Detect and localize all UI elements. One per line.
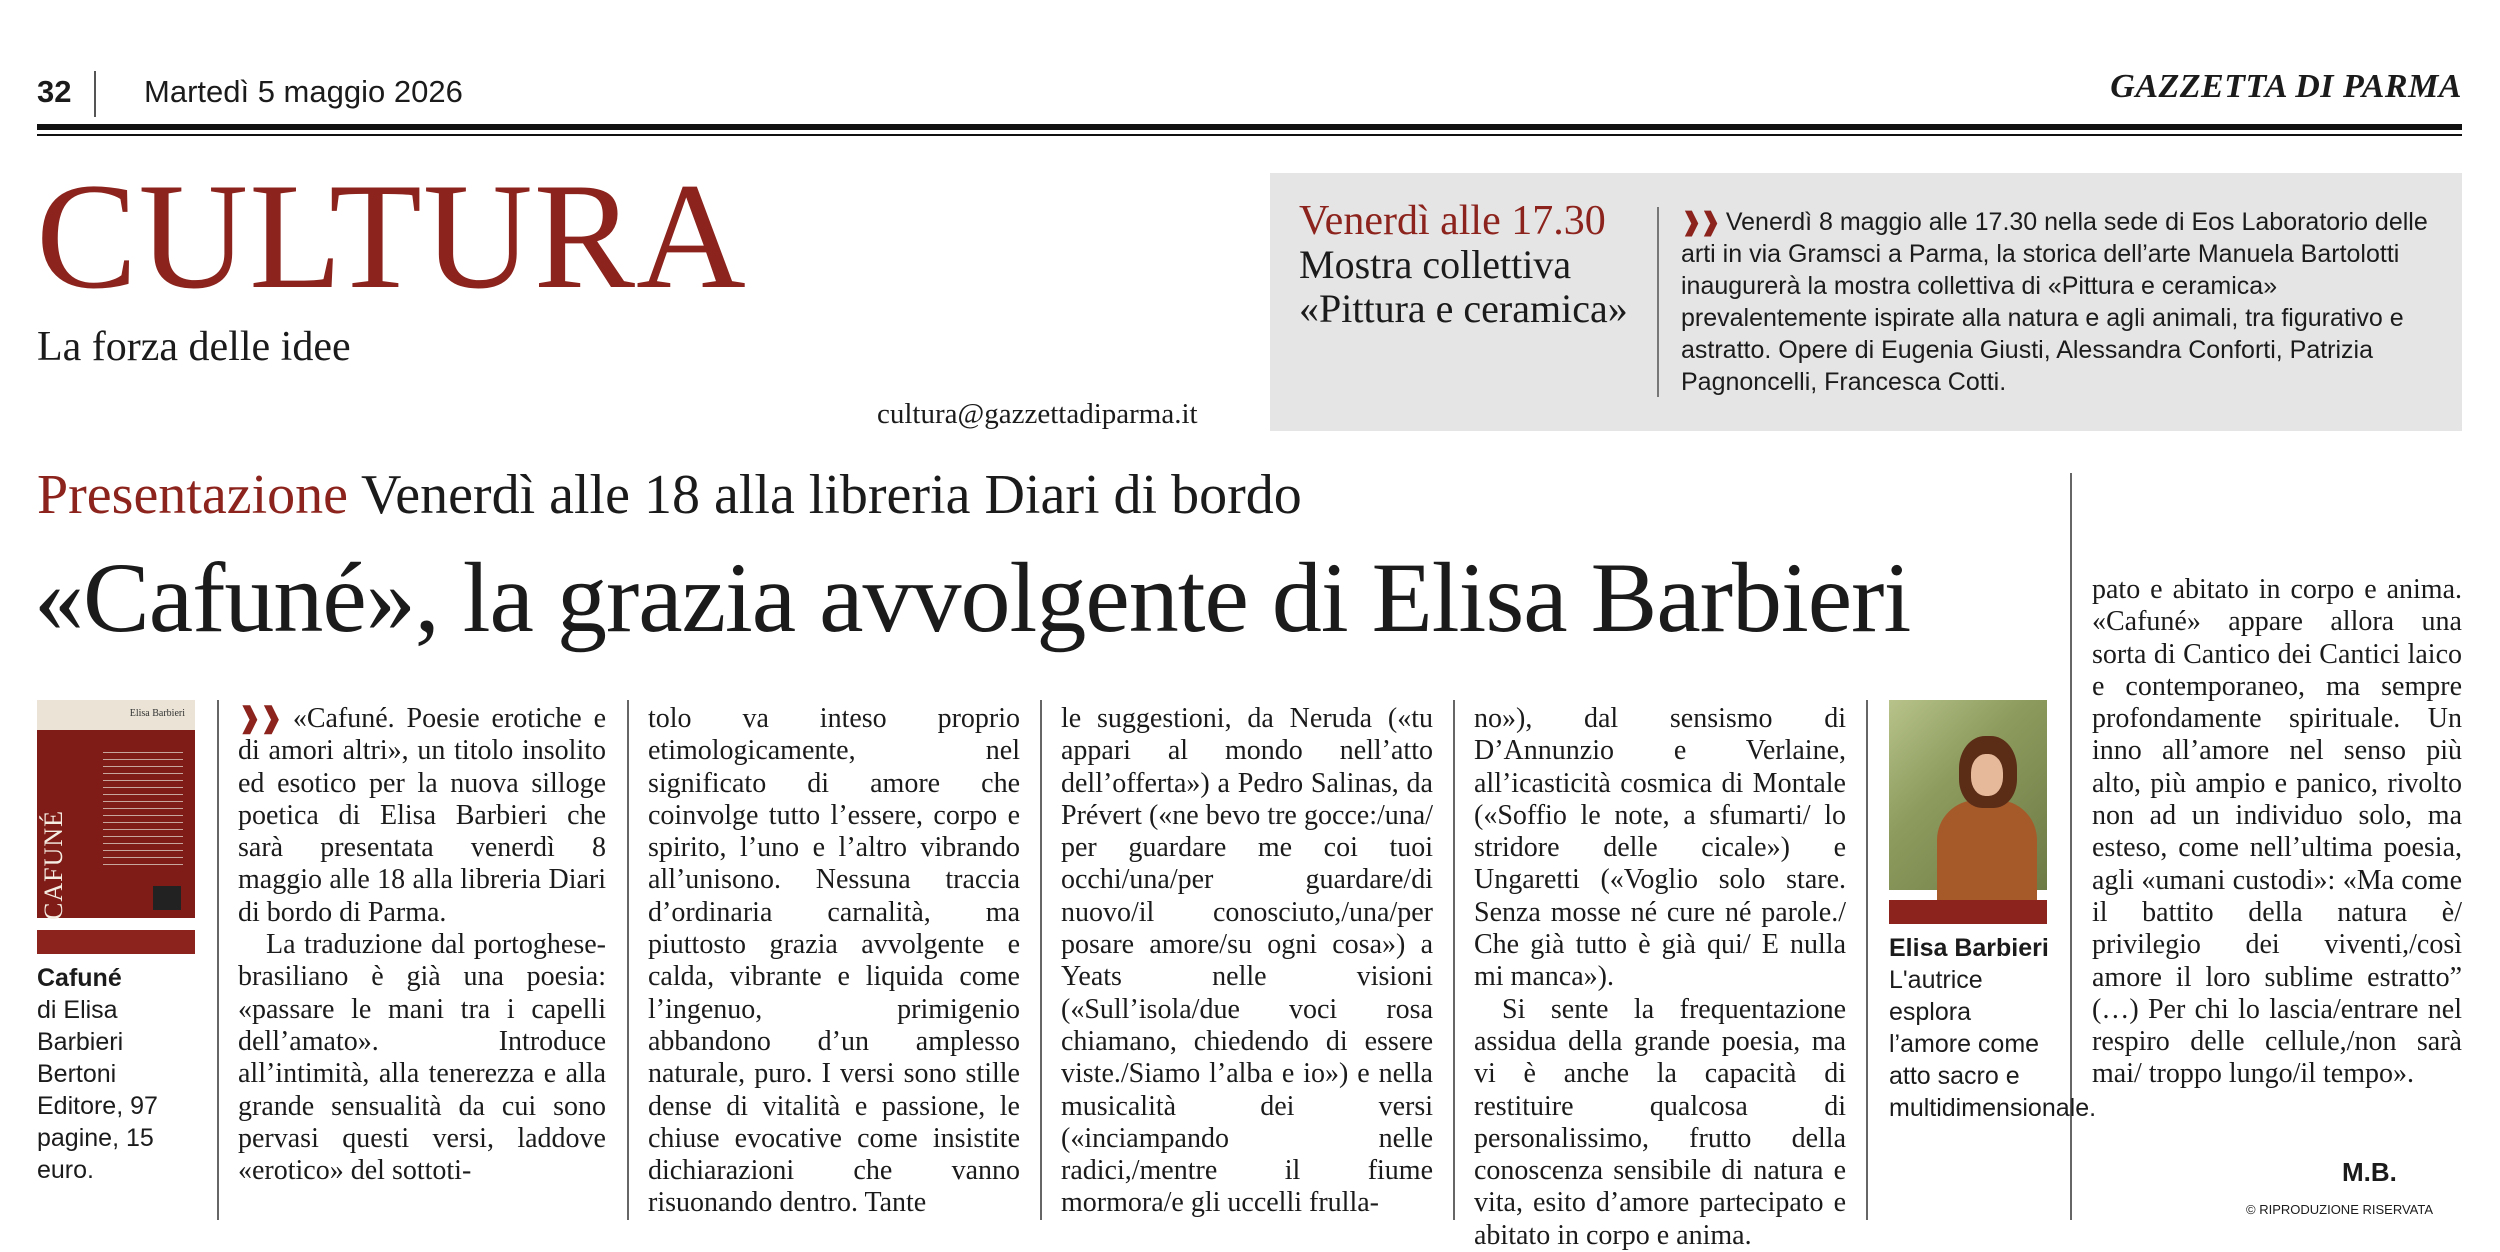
paragraph: le suggestioni, da Neruda («tu appari al mondo nell’atto dell’offerta») a Pedro Salinas, da Prévert («ne bevo tre gocce:/una/ per guardare me coi tuoi occhi/una/per guardare/di nuovo/il conosciuto,/una/per posare amore/su ogni cosa») a Yeats nelle visioni («Sull’isola/due voci rosa chiamano, chiedendo di essere viste./Siamo l’alba e io») e nella musicalità dei versi («inciampando nelle radici,/mentre il fiume mormora/e gli uccelli frulla- <box>1061 703 1433 1219</box>
article-column-1 <box>238 703 606 1187</box>
book-caption-bar <box>37 930 195 954</box>
author-caption-text: L'autrice esplora l’amore come atto sacro e multidimensionale. <box>1889 966 2097 1122</box>
kicker-label: Presentazione <box>37 464 348 526</box>
event-when: Venerdì alle 17.30 <box>1299 198 1606 244</box>
article-signature: M.B. <box>2342 1157 2397 1187</box>
event-body: Venerdì 8 maggio alle 17.30 nella sede di Eos Laboratorio delle arti in via Gramsci a Parma, la storica dell’arte Manuela Bartolotti inaugurerà la mostra collettiva di «Pittura e ceramica» prevalentemente ispirate alla natura e agli animali, tra figurativo e astratto. Opere di Eugenia Giusti, Alessandra Conforti, Patrizia Pagnoncelli, Francesca Cotti. <box>1681 208 2428 396</box>
column-separator <box>217 700 219 1220</box>
newspaper-masthead: GAZZETTA DI PARMA <box>2110 68 2462 105</box>
article-column-3 <box>1061 703 1433 1220</box>
page-header <box>37 66 2462 126</box>
kicker-text: Venerdì alle 18 alla libreria Diari di bordo <box>360 464 1302 526</box>
paragraph: tolo va inteso proprio etimologicamente, nel significato di amore che coinvolge tutto l’essere, corpo e spirito, l’uno e l’altro vibrando all’unisono. Nessuna traccia d’ordinaria carnalità, ma piuttosto grazia avvolgente e calda, vibrante e liquida come l’ingenuo, primigenio abbandono d’un amplesso naturale, puro. I versi sono stille dense di vitalità e passione, le chiuse evocative come insistite dichiarazioni che vanno risuonando dentro. Tante <box>648 703 1020 1219</box>
column-separator <box>627 700 629 1220</box>
header-rule-thin <box>37 134 2462 136</box>
issue-date: Martedì 5 maggio 2026 <box>144 74 463 109</box>
quote-marker-icon: ❱❱ <box>238 703 281 734</box>
book-cover-image <box>37 700 195 921</box>
page-number: 32 <box>37 74 72 109</box>
quote-marker-icon: ❱❱ <box>1681 208 1719 236</box>
author-caption <box>1889 932 2097 1124</box>
article-column-2 <box>648 703 1020 1220</box>
cover-text-lines <box>103 746 183 866</box>
book-caption <box>37 962 207 1186</box>
paragraph <box>238 703 606 929</box>
author-name: Elisa Barbieri <box>1889 934 2049 962</box>
publisher-logo-icon <box>153 886 181 910</box>
article-column-4 <box>1474 703 1846 1251</box>
header-separator <box>94 71 96 117</box>
paragraph: Si sente la frequentazione assidua della grande poesia, ma vi è anche la capacità di restituire qualcosa di personalissimo, frutto della conoscenza sensibile di natura e vita, esito d’amore partecipato e abitato in corpo e anima. <box>1474 993 1846 1251</box>
copyright-notice: © RIPRODUZIONE RISERVATA <box>2246 1202 2434 1217</box>
cover-author: Elisa Barbieri <box>129 708 185 719</box>
event-text <box>1681 206 2441 398</box>
event-box <box>1270 173 2462 431</box>
article-headline: «Cafuné», la grazia avvolgente di Elisa Barbieri <box>34 542 1911 653</box>
cover-title: CAFUNÉ <box>39 809 69 921</box>
column-separator <box>1040 700 1042 1220</box>
column-separator <box>1866 700 1868 1220</box>
section-subtitle: La forza delle idee <box>37 324 351 370</box>
paragraph: pato e abitato in corpo e anima. «Cafuné» appare allora una sorta di Cantico dei Cantici laico e contemporaneo, ma sempre profondamente spirituale. Un inno all’amore nel senso più alto, più ampio e panico, rivolto non ad un individuo solo, ma esteso, come nell’ultima poesia, agli «umani custodi»: «Ma come il battito della natura è/ privilegio dei viventi,/così amore il loro sublime estratto” (…) Per chi lo lascia/entrare nel respiro delle cellule,/non sarà mai/ troppo lungo/il tempo». <box>2092 574 2462 1090</box>
book-caption-title: Cafuné <box>37 964 122 992</box>
book-caption-text: di Elisa Barbieri Bertoni Editore, 97 pagine, 15 euro. <box>37 996 158 1184</box>
event-title: Mostra collettiva «Pittura e ceramica» <box>1299 242 1628 331</box>
article-column-5 <box>2092 574 2462 1091</box>
cover-band <box>37 700 195 730</box>
column-separator <box>1453 700 1455 1220</box>
photo-face <box>1971 754 2003 796</box>
header-rule-thick <box>37 124 2462 130</box>
paragraph-text: «Cafuné. Poesie erotiche e di amori altri», un titolo insolito ed esotico per la nuova silloge poetica di Elisa Barbieri che sarà presentata venerdì 8 maggio alle 18 alla libreria Diari di bordo di Parma. <box>238 703 607 928</box>
photo-body <box>1937 800 2037 900</box>
section-email: cultura@gazzettadiparma.it <box>877 398 1198 430</box>
paragraph: La traduzione dal portoghese-brasiliano è già una poesia: «passare le mani tra i capelli dell’amato». Introduce all’intimità, alla tenerezza e alla grande sensualità da cui sono pervasi questi versi, laddove «erotico» del sottoti- <box>238 929 606 1187</box>
event-separator <box>1657 207 1659 397</box>
author-caption-bar <box>1889 900 2047 924</box>
section-title: CULTURA <box>36 152 747 320</box>
article-kicker <box>37 463 1302 527</box>
author-photo <box>1889 700 2047 890</box>
paragraph: no»), dal sensismo di D’Annunzio e Verlaine, all’icasticità cosmica di Montale («Soffio le note, a sfumarti/ lo stridore delle cicale») e Ungaretti («Voglio solo stare. Senza mosse né cure né parole./ Che già tutto è già qui/ E nulla mi manca»). <box>1474 703 1846 993</box>
